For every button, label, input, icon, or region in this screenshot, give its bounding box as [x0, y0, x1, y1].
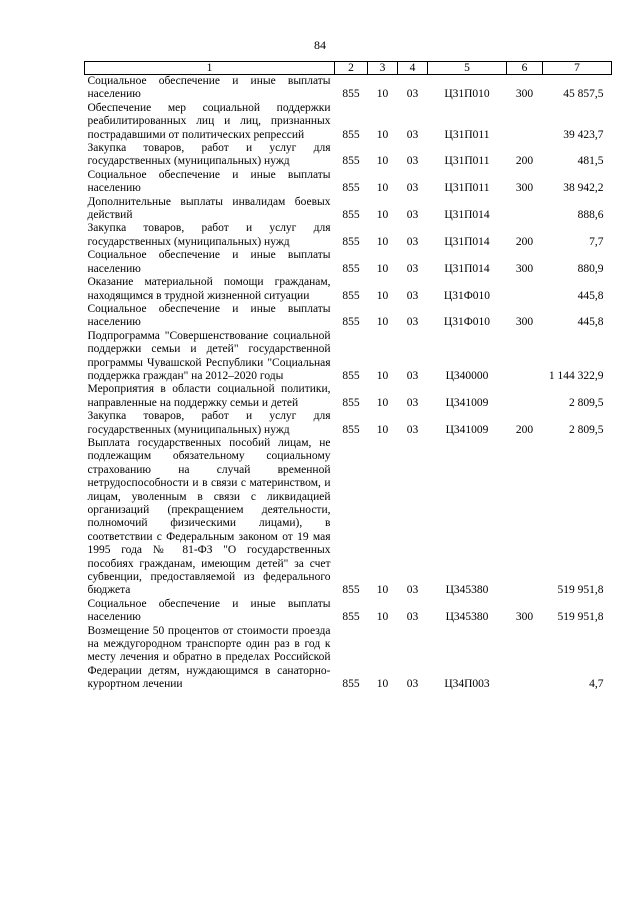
row-target-article: Ц345380 — [445, 611, 489, 624]
row-ministry-code: 855 — [342, 611, 360, 624]
row-expense-type: 300 — [515, 611, 534, 624]
row-target-article: Ц345380 — [445, 584, 489, 597]
row-expense-type: 300 — [515, 88, 534, 101]
row-subsection-code: 03 — [406, 678, 419, 691]
row-section-code: 10 — [376, 396, 389, 409]
row-expense-type — [507, 330, 543, 384]
row-amount: 7,7 — [589, 235, 604, 248]
row-section-code: 10 — [376, 262, 389, 275]
row-description: Оказание материальной помощи гражданам, находящимся в трудной жизненной ситуации — [87, 276, 331, 302]
row-subsection-code: 03 — [406, 155, 419, 168]
row-target-article: Ц31П011 — [444, 155, 490, 168]
row-amount: 519 951,8 — [557, 611, 604, 624]
row-ministry-code: 855 — [342, 369, 360, 382]
row-subsection-code: 03 — [406, 289, 419, 302]
row-expense-type: 300 — [515, 316, 534, 329]
table-row — [85, 598, 612, 625]
table-row — [85, 625, 612, 692]
row-section-code: 10 — [376, 88, 389, 101]
table-header — [85, 62, 612, 75]
row-ministry-code: 855 — [342, 88, 360, 101]
row-section-code: 10 — [376, 316, 389, 329]
table-row — [85, 169, 612, 196]
row-target-article: Ц31Ф010 — [443, 289, 491, 302]
row-target-article: Ц341009 — [445, 396, 489, 409]
row-amount: 888,6 — [577, 209, 604, 222]
row-amount: 481,5 — [577, 155, 604, 168]
budget-table — [84, 61, 612, 692]
row-subsection-code: 03 — [406, 423, 419, 436]
row-subsection-code: 03 — [406, 369, 419, 382]
table-row — [85, 303, 612, 330]
row-description: Закупка товаров, работ и услуг для государственных (муниципальных) нужд — [87, 142, 331, 168]
header-col-1: 1 — [85, 62, 335, 75]
row-amount: 2 809,5 — [569, 396, 604, 409]
table-row — [85, 142, 612, 169]
row-section-code: 10 — [376, 678, 389, 691]
row-subsection-code: 03 — [406, 584, 419, 597]
row-expense-type: 200 — [515, 423, 534, 436]
row-description: Социальное обеспечение и иные выплаты населению — [87, 302, 331, 329]
row-subsection-code: 03 — [406, 235, 419, 248]
row-amount: 45 857,5 — [563, 88, 604, 101]
row-description: Социальное обеспечение и иные выплаты населению — [87, 249, 331, 275]
row-ministry-code: 855 — [342, 235, 360, 248]
row-amount: 2 809,5 — [569, 423, 604, 436]
row-ministry-code: 855 — [342, 584, 360, 597]
row-section-code: 10 — [376, 235, 389, 248]
row-description: Подпрограмма "Совершенствование социальной поддержки семьи и детей" государственной программы Чувашской Республики "Социальная поддержка граждан" на 2012–2020 годы — [87, 329, 331, 382]
table-row — [85, 102, 612, 142]
row-section-code: 10 — [376, 209, 389, 222]
row-expense-type — [507, 196, 543, 223]
table-row — [85, 330, 612, 384]
row-amount: 445,8 — [577, 316, 604, 329]
row-target-article: Ц31П014 — [444, 262, 490, 275]
row-target-article: Ц341009 — [445, 423, 489, 436]
table-row — [85, 410, 612, 437]
row-ministry-code: 855 — [342, 209, 360, 222]
row-section-code: 10 — [376, 584, 389, 597]
header-col-4: 4 — [398, 62, 428, 75]
row-ministry-code: 855 — [342, 128, 360, 141]
table-body — [85, 75, 612, 692]
row-amount: 38 942,2 — [563, 182, 604, 195]
row-target-article: Ц31П014 — [444, 235, 490, 248]
table-row — [85, 437, 612, 598]
header-col-7: 7 — [543, 62, 612, 75]
row-subsection-code: 03 — [406, 209, 419, 222]
row-description: Дополнительные выплаты инвалидам боевых действий — [87, 195, 331, 222]
row-amount: 39 423,7 — [563, 128, 604, 141]
row-target-article: Ц31Ф010 — [443, 316, 491, 329]
row-ministry-code: 855 — [342, 423, 360, 436]
row-ministry-code: 855 — [342, 155, 360, 168]
row-target-article: Ц340000 — [445, 369, 489, 382]
row-expense-type: 300 — [515, 182, 534, 195]
table-row — [85, 276, 612, 303]
table-row — [85, 249, 612, 276]
row-ministry-code: 855 — [342, 678, 360, 691]
row-expense-type — [507, 102, 543, 142]
row-description: Обеспечение мер социальной поддержки реабилитированных лиц и лиц, признанных пострадавшими от политических репрессий — [87, 101, 331, 141]
table-row — [85, 222, 612, 249]
row-expense-type — [507, 276, 543, 303]
row-ministry-code: 855 — [342, 396, 360, 409]
header-row — [85, 62, 612, 75]
row-amount: 445,8 — [577, 289, 604, 302]
row-amount: 4,7 — [589, 678, 604, 691]
row-description: Закупка товаров, работ и услуг для государственных (муниципальных) нужд — [87, 222, 331, 248]
row-subsection-code: 03 — [406, 128, 419, 141]
row-section-code: 10 — [376, 128, 389, 141]
row-section-code: 10 — [376, 423, 389, 436]
header-col-3: 3 — [368, 62, 398, 75]
table-row — [85, 383, 612, 410]
row-section-code: 10 — [376, 369, 389, 382]
header-col-2: 2 — [335, 62, 368, 75]
row-ministry-code: 855 — [342, 262, 360, 275]
row-subsection-code: 03 — [406, 88, 419, 101]
row-description: Социальное обеспечение и иные выплаты населению — [87, 597, 331, 624]
row-subsection-code: 03 — [406, 316, 419, 329]
row-section-code: 10 — [376, 155, 389, 168]
row-expense-type: 300 — [515, 262, 534, 275]
row-target-article: Ц31П011 — [444, 182, 490, 195]
header-col-5: 5 — [428, 62, 507, 75]
row-target-article: Ц31П010 — [444, 88, 490, 101]
row-ministry-code: 855 — [342, 316, 360, 329]
row-amount: 880,9 — [577, 262, 604, 275]
row-section-code: 10 — [376, 289, 389, 302]
row-description: Социальное обеспечение и иные выплаты населению — [87, 168, 331, 195]
row-expense-type: 200 — [515, 235, 534, 248]
table-row — [85, 75, 612, 102]
row-subsection-code: 03 — [406, 262, 419, 275]
row-amount: 1 144 322,9 — [548, 369, 604, 382]
row-amount: 519 951,8 — [557, 584, 604, 597]
row-subsection-code: 03 — [406, 182, 419, 195]
row-ministry-code: 855 — [342, 182, 360, 195]
row-expense-type — [507, 437, 543, 598]
row-expense-type — [507, 383, 543, 410]
row-target-article: Ц31П011 — [444, 128, 490, 141]
row-ministry-code: 855 — [342, 289, 360, 302]
row-description: Закупка товаров, работ и услуг для государственных (муниципальных) нужд — [87, 410, 331, 436]
row-description: Социальное обеспечение и иные выплаты населению — [87, 75, 331, 101]
row-description: Мероприятия в области социальной политики, направленные на поддержку семьи и детей — [87, 383, 331, 409]
row-target-article: Ц34П003 — [444, 678, 490, 691]
row-section-code: 10 — [376, 182, 389, 195]
row-expense-type — [507, 625, 543, 692]
row-subsection-code: 03 — [406, 611, 419, 624]
table-row — [85, 196, 612, 223]
row-expense-type: 200 — [515, 155, 534, 168]
row-section-code: 10 — [376, 611, 389, 624]
row-description: Выплата государственных пособий лицам, не подлежащим обязательному социальному страхованию на случай временной нетрудоспособности и в связи с материнством, и лицам, уволенным в связи с ликвидацией организаций (прекращением деятельности, полномочий физическими лицами), в соответствии с Федеральным законом от 19 мая 1995 года № 81-ФЗ "О государственных пособиях гражданам, имеющим детей" за счет субвенции, предоставляемой из федерального бюджета — [87, 436, 331, 597]
header-col-6: 6 — [507, 62, 543, 75]
row-subsection-code: 03 — [406, 396, 419, 409]
page-number: 84 — [314, 38, 326, 52]
row-description: Возмещение 50 процентов от стоимости проезда на междугородном транспорте один раз в год к месту лечения и обратно в пределах Российской Федерации детям, нуждающимся в санаторно-курортном лечении — [87, 624, 331, 691]
row-target-article: Ц31П014 — [444, 209, 490, 222]
